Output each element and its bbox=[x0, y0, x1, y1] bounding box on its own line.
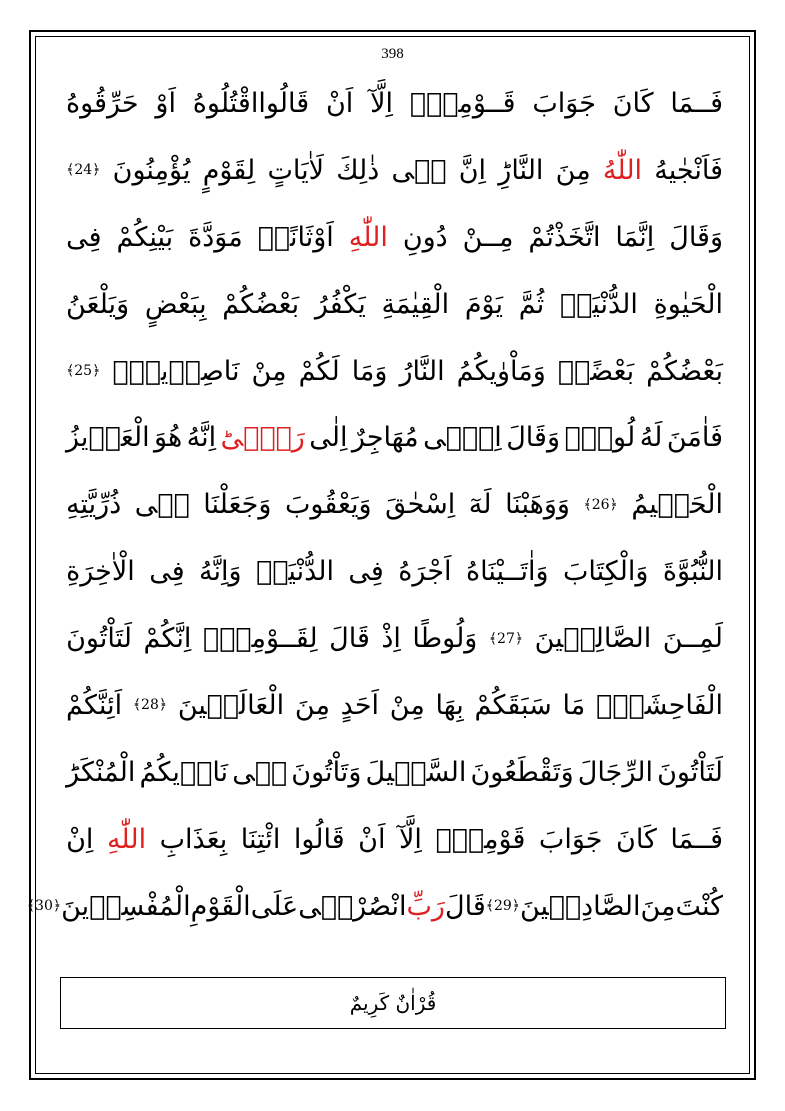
word: فَاَنْجٰيهُ bbox=[654, 154, 723, 186]
word: فِى bbox=[149, 556, 185, 588]
word: الْمُنْكَرَؕ bbox=[66, 756, 136, 788]
word: قَوْمِهٖٓ bbox=[435, 823, 526, 855]
word: وَوَهَبْنَا bbox=[505, 489, 570, 521]
word: الْقِيٰمَةِ bbox=[381, 288, 450, 320]
word: لَكُمْ bbox=[298, 355, 340, 387]
word: اِسْحٰقَ bbox=[385, 489, 456, 521]
word: مِنَ bbox=[294, 689, 330, 721]
word: حَرِّقُوهُ bbox=[66, 87, 139, 119]
word: اَحَدٍ bbox=[340, 689, 380, 721]
word: بِعَذَابِ bbox=[159, 823, 228, 855]
word: فِى bbox=[66, 221, 102, 253]
text-line bbox=[66, 739, 723, 806]
text-line bbox=[66, 806, 723, 873]
word: كَانَ bbox=[612, 87, 654, 119]
footer-title-box bbox=[60, 977, 726, 1029]
word: لُوطٌۢ bbox=[564, 422, 636, 454]
word: اِذْ bbox=[381, 623, 401, 655]
word: السَّبٖيلَ bbox=[365, 756, 467, 788]
verse-number-marker: ﴿27﴾ bbox=[488, 630, 524, 647]
word: فٖى bbox=[134, 489, 190, 521]
word: الْحَكٖيمُ bbox=[631, 489, 723, 521]
word: وَيَلْعَنُ bbox=[66, 288, 130, 320]
word: اتَّخَذْتُمْ bbox=[528, 221, 601, 253]
footer-title: قُرْاٰنٌ كَرِيمٌ bbox=[349, 991, 437, 1015]
word: قَالَ bbox=[329, 623, 370, 655]
word: وَيَعْقُوبَ bbox=[284, 489, 372, 521]
text-line bbox=[66, 471, 723, 538]
word: الصَّادِقٖينَ bbox=[519, 890, 641, 922]
page-number: 398 bbox=[381, 46, 404, 62]
verse-number-marker: ﴿28﴾ bbox=[132, 697, 168, 714]
word: لَتَاْتُونَ bbox=[657, 756, 723, 788]
text-line bbox=[26, 873, 723, 940]
text-line bbox=[66, 672, 723, 739]
text-line bbox=[66, 538, 723, 605]
word: اللّٰهُ bbox=[602, 154, 643, 186]
word: جَوَابَ bbox=[532, 87, 596, 119]
word: وَقَالَ bbox=[506, 422, 560, 454]
word: انْصُرْنٖى bbox=[298, 890, 407, 922]
word: مِنَ bbox=[640, 890, 676, 922]
verse-number-marker: ﴿30﴾ bbox=[26, 898, 62, 915]
word: الرِّجَالَ bbox=[577, 756, 653, 788]
word: لِقَــوْمِهٖٓ bbox=[202, 623, 318, 655]
word: وَقَالَ bbox=[669, 221, 723, 253]
word: لَمِــنَ bbox=[662, 623, 723, 655]
word: لِقَوْمٍ bbox=[202, 154, 256, 186]
word: اللّٰهِ bbox=[348, 221, 388, 253]
word: فٖى bbox=[391, 154, 447, 186]
word: دُونِ bbox=[402, 221, 448, 253]
word: اِنَّ bbox=[458, 154, 487, 186]
word: هُوَ bbox=[154, 422, 183, 454]
text-line bbox=[66, 70, 723, 137]
word: رَبّٖىؕ bbox=[220, 422, 305, 454]
word: النَّارُ bbox=[399, 355, 445, 387]
word: الْقَوْمِ bbox=[190, 890, 251, 922]
word: قَالَ bbox=[444, 890, 486, 922]
word: اَوْ bbox=[155, 87, 176, 119]
word: ذٰلِكَ bbox=[336, 154, 380, 186]
word: فَــمَا bbox=[670, 823, 723, 855]
word: وَتَاْتُونَ bbox=[291, 756, 362, 788]
word: ثُمَّ bbox=[518, 288, 545, 320]
word: بِبَعْضٍ bbox=[144, 288, 207, 320]
word: وَاِنَّهُ bbox=[199, 556, 242, 588]
word: اللّٰهِ bbox=[106, 823, 147, 855]
word: فٖى bbox=[232, 756, 288, 788]
word: اَوْثَانًاۙ bbox=[257, 221, 334, 253]
word: اِنَّمَا bbox=[615, 221, 655, 253]
text-line bbox=[66, 271, 723, 338]
word: وَمَا bbox=[351, 355, 388, 387]
word: مُهَاجِرٌ bbox=[351, 422, 419, 454]
word: اِلَّآ bbox=[399, 823, 422, 855]
word: اِنَّكُمْ bbox=[143, 623, 192, 655]
word: وَاٰتَــيْنَاهُ bbox=[465, 556, 549, 588]
verse-number-marker: ﴿29﴾ bbox=[485, 898, 520, 915]
verse-number-marker: ﴿25﴾ bbox=[66, 363, 101, 379]
word: قَالُوا bbox=[293, 823, 345, 855]
verse-number-marker: ﴿26﴾ bbox=[583, 496, 618, 513]
word: كُنْتَ bbox=[675, 890, 723, 922]
word: ذُرِّيَّتِهِ bbox=[66, 489, 122, 521]
word: الْاٰخِرَةِ bbox=[66, 556, 135, 588]
word: بِهَا bbox=[435, 689, 464, 721]
word: مِنْ bbox=[251, 355, 287, 387]
word: بَعْضًاۘ bbox=[557, 355, 635, 387]
word: اَئِنَّكُمْ bbox=[66, 689, 123, 721]
word: وَالْكِتَابَ bbox=[562, 556, 649, 588]
word: مَا bbox=[562, 689, 586, 721]
word: قَــوْمِهٖٓ bbox=[409, 87, 516, 119]
text-line bbox=[66, 338, 723, 405]
word: اِنّٖى bbox=[423, 422, 502, 454]
word: وَمَاْوٰيكُمُ bbox=[456, 355, 546, 387]
word: اِلٰى bbox=[309, 422, 348, 454]
word: اَنْ bbox=[325, 87, 354, 119]
word: يُؤْمِنُونَ bbox=[112, 154, 191, 186]
word: لَتَاْتُونَ bbox=[66, 623, 132, 655]
word: النُّبُوَّةَ bbox=[662, 556, 723, 588]
word: الدُّنْيَاۚ bbox=[256, 556, 334, 588]
word: عَلَى bbox=[250, 890, 299, 922]
word: كَانَ bbox=[615, 823, 657, 855]
word: مِنْ bbox=[389, 689, 425, 721]
word: مِــنْ bbox=[462, 221, 514, 253]
text-line bbox=[66, 137, 723, 204]
word: نَادٖيكُمُ bbox=[139, 756, 229, 788]
word: الْفَاحِشَةَۘ bbox=[596, 689, 723, 721]
word: مِنَ bbox=[555, 154, 591, 186]
word: الْمُفْسِدٖينَ bbox=[61, 890, 191, 922]
word: فِى bbox=[348, 556, 384, 588]
verse-text-body bbox=[26, 70, 723, 940]
word: الْعَزٖيزُ bbox=[66, 422, 150, 454]
word: الْعَالَمٖينَ bbox=[177, 689, 285, 721]
text-line bbox=[66, 204, 723, 271]
word: اِلَّآ bbox=[370, 87, 393, 119]
word: قَالُوااقْتُلُوهُ bbox=[192, 87, 310, 119]
word: جَوَابَ bbox=[538, 823, 603, 855]
word: النَّارِؕ bbox=[498, 154, 544, 186]
word: وَتَقْطَعُونَ bbox=[470, 756, 574, 788]
word: الدُّنْيَاۚ bbox=[559, 288, 638, 320]
text-line bbox=[66, 605, 723, 672]
word: اَنْ bbox=[358, 823, 386, 855]
word: بَيْنِكُمْ bbox=[116, 221, 174, 253]
word: لَهٓ bbox=[468, 489, 492, 521]
word: وَجَعَلْنَا bbox=[203, 489, 272, 521]
word: رَبِّ bbox=[406, 890, 445, 922]
word: الصَّالِحٖينَ bbox=[534, 623, 652, 655]
word: فَاٰمَنَ bbox=[666, 422, 723, 454]
word: مَوَدَّةَ bbox=[188, 221, 243, 253]
word: فَــمَا bbox=[670, 87, 723, 119]
word: وَلُوطًا bbox=[412, 623, 478, 655]
word: بَعْضُكُمْ bbox=[646, 355, 723, 387]
word: الْحَيٰوةِ bbox=[653, 288, 723, 320]
word: لَهُ bbox=[639, 422, 663, 454]
word: بَعْضُكُمْ bbox=[222, 288, 300, 320]
word: يَكْفُرُ bbox=[314, 288, 366, 320]
word: اِنَّهُ bbox=[186, 422, 217, 454]
word: يَوْمَ bbox=[464, 288, 504, 320]
word: اِنْ bbox=[66, 823, 94, 855]
verse-number-marker: ﴿24﴾ bbox=[66, 162, 101, 179]
word: سَبَقَكُمْ bbox=[474, 689, 552, 721]
word: اَجْرَهُ bbox=[398, 556, 452, 588]
word: ائْتِنَا bbox=[240, 823, 281, 855]
word: لَاٰيَاتٍ bbox=[267, 154, 325, 186]
word: نَاصِرٖينَۗ bbox=[112, 355, 240, 387]
text-line bbox=[66, 404, 723, 471]
